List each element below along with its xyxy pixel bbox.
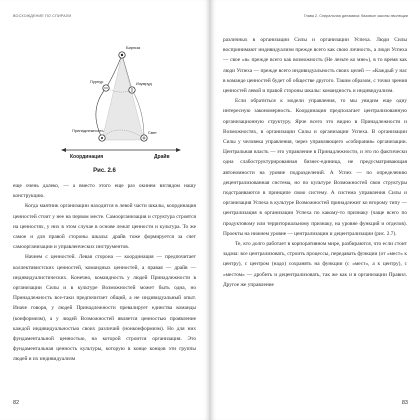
spiral-figure	[48, 40, 170, 174]
page-number-right: 83	[401, 400, 408, 406]
axis-label-right: Драйв	[154, 154, 170, 160]
running-head-left: ВОСХОЖДЕНИЕ ПО СПИРАЛИ	[13, 14, 72, 18]
axis-label-left: Координация	[70, 154, 104, 160]
left-paragraph-3: Начнем с ценностей. Левая сторона — координация — предпочитает коллективистских ценностей, командных ценностей, а правая — драйв — индивидуалистических. Конечно, командность у людей Принадлежности в организации Силы и в культуре Возможностей может быть одна, но Принадлежность все-таки предпочитает общий, а не индивидуальный опыт. Иначе говоря, у людей Принадлежности превалирует единства команды (конформизм), а у людей Возможностей является ценностью проявление каждой индивидуальностью своих различий (нонконформизм). Но для них фундаментальной ценностью, на которой строится организация. Это фундаментальная ценность культуры, которую в конце концов эти группы людей и их индивидуализм	[13, 254, 196, 363]
node-label-mid-left: Принадлежность	[72, 128, 104, 133]
left-page	[0, 0, 209, 420]
node-label-upper-right: Изумруд	[136, 81, 152, 86]
node-upper-right-icon	[129, 87, 135, 93]
running-head-right: Глава 2. Спиральная динамика: базовые законы эволюции	[303, 14, 408, 18]
axis-arrow-left	[61, 148, 66, 152]
axis-arrow-right	[176, 148, 181, 152]
right-paragraph-3: Те, кто долго работает в корпоративном мире, разбираются, что если стоит задача: все централизовать, строить процессы, передавать функции (от «мест» к центру), с центром (надо) сохранять на функции (с «мест», а к центру), с «местом» — дробить и децентрализовать, так же как и в организации Правил. Другое же управление	[223, 241, 407, 288]
page-number-left: 82	[13, 400, 20, 406]
right-paragraph-2: Если обратиться к модели управления, то мы увидим еще одну интересную закономерность. Координация предполагает централизованную организационную структуру. Ярче всего это видно в Принадлежности и Возможностях, в организации Силы и организации Успеха. В организации Силы у человека управления, через управляющего «собирания» организации. Центральная власть — это управление в Принадлежности, и это по фактически одна слабоструктурированная бизнес-единица, не предусматривающая автономности на уровне подразделений. А Успех — по определению децентрализованная система, но по культуре Возможностей свои структуры подстраиваются в принципе свою систему. А система управления Силы и организация Успеха в культуре Возможностей принадлежит ко второму типу — централизация в организации Успеха по какому-то признаку (чаще всего по продуктовому или территориальному признаку, на уровне функций и отделов). Проекты на нижнем уровне — централизации и децентрализации (рис. 2.7).	[223, 98, 407, 237]
spiral-diagram	[48, 40, 188, 160]
node-upper-left-icon	[103, 85, 109, 91]
left-body-text	[13, 181, 196, 365]
node-label-mid-right: Свет	[148, 130, 157, 135]
node-mid-right-icon	[141, 135, 147, 141]
node-label-top: Бирюза	[126, 45, 141, 50]
left-paragraph-2: Когда маятник организации находится в левой части шкалы, координация ценностей стоит у нее на первом месте. Самоорганизация и структура строятся на ценностях, у них в этом случае в основе лежат ценности и культура. То же самое и для правой стороны шкалы: драйв тоже формируется за счет самоорганизации и управленческих инструментов.	[13, 203, 196, 251]
node-label-upper-left: Пурпур	[90, 79, 104, 84]
node-mid-left-icon	[99, 135, 105, 141]
right-paragraph-1: различных в организации Силы и организации Успеха. Люди Силы воспринимают индивидуализм прежде всего как свою личность, а люди Успеха — свое «я» прежде всего как возможность (Не лезьте ко мне»), в то время как люди Успеха — прежде всего индивидуальность своих целей — «Каждый у нас в команде ценностей будет об обществе другого. Таким образом, с точки зрения ценностей левой и правой стороны шкалы: командность и индивидуализм.	[223, 37, 407, 95]
spiral-shade	[102, 55, 144, 140]
node-top-icon	[119, 52, 125, 58]
right-page	[211, 0, 420, 420]
left-paragraph-1: еще очень далеко, — а вместо этого еще раз окинем взглядом нашу конструкцию.	[13, 183, 196, 200]
figure-caption: Рис. 2.6	[93, 168, 116, 174]
right-body-text	[223, 35, 407, 290]
